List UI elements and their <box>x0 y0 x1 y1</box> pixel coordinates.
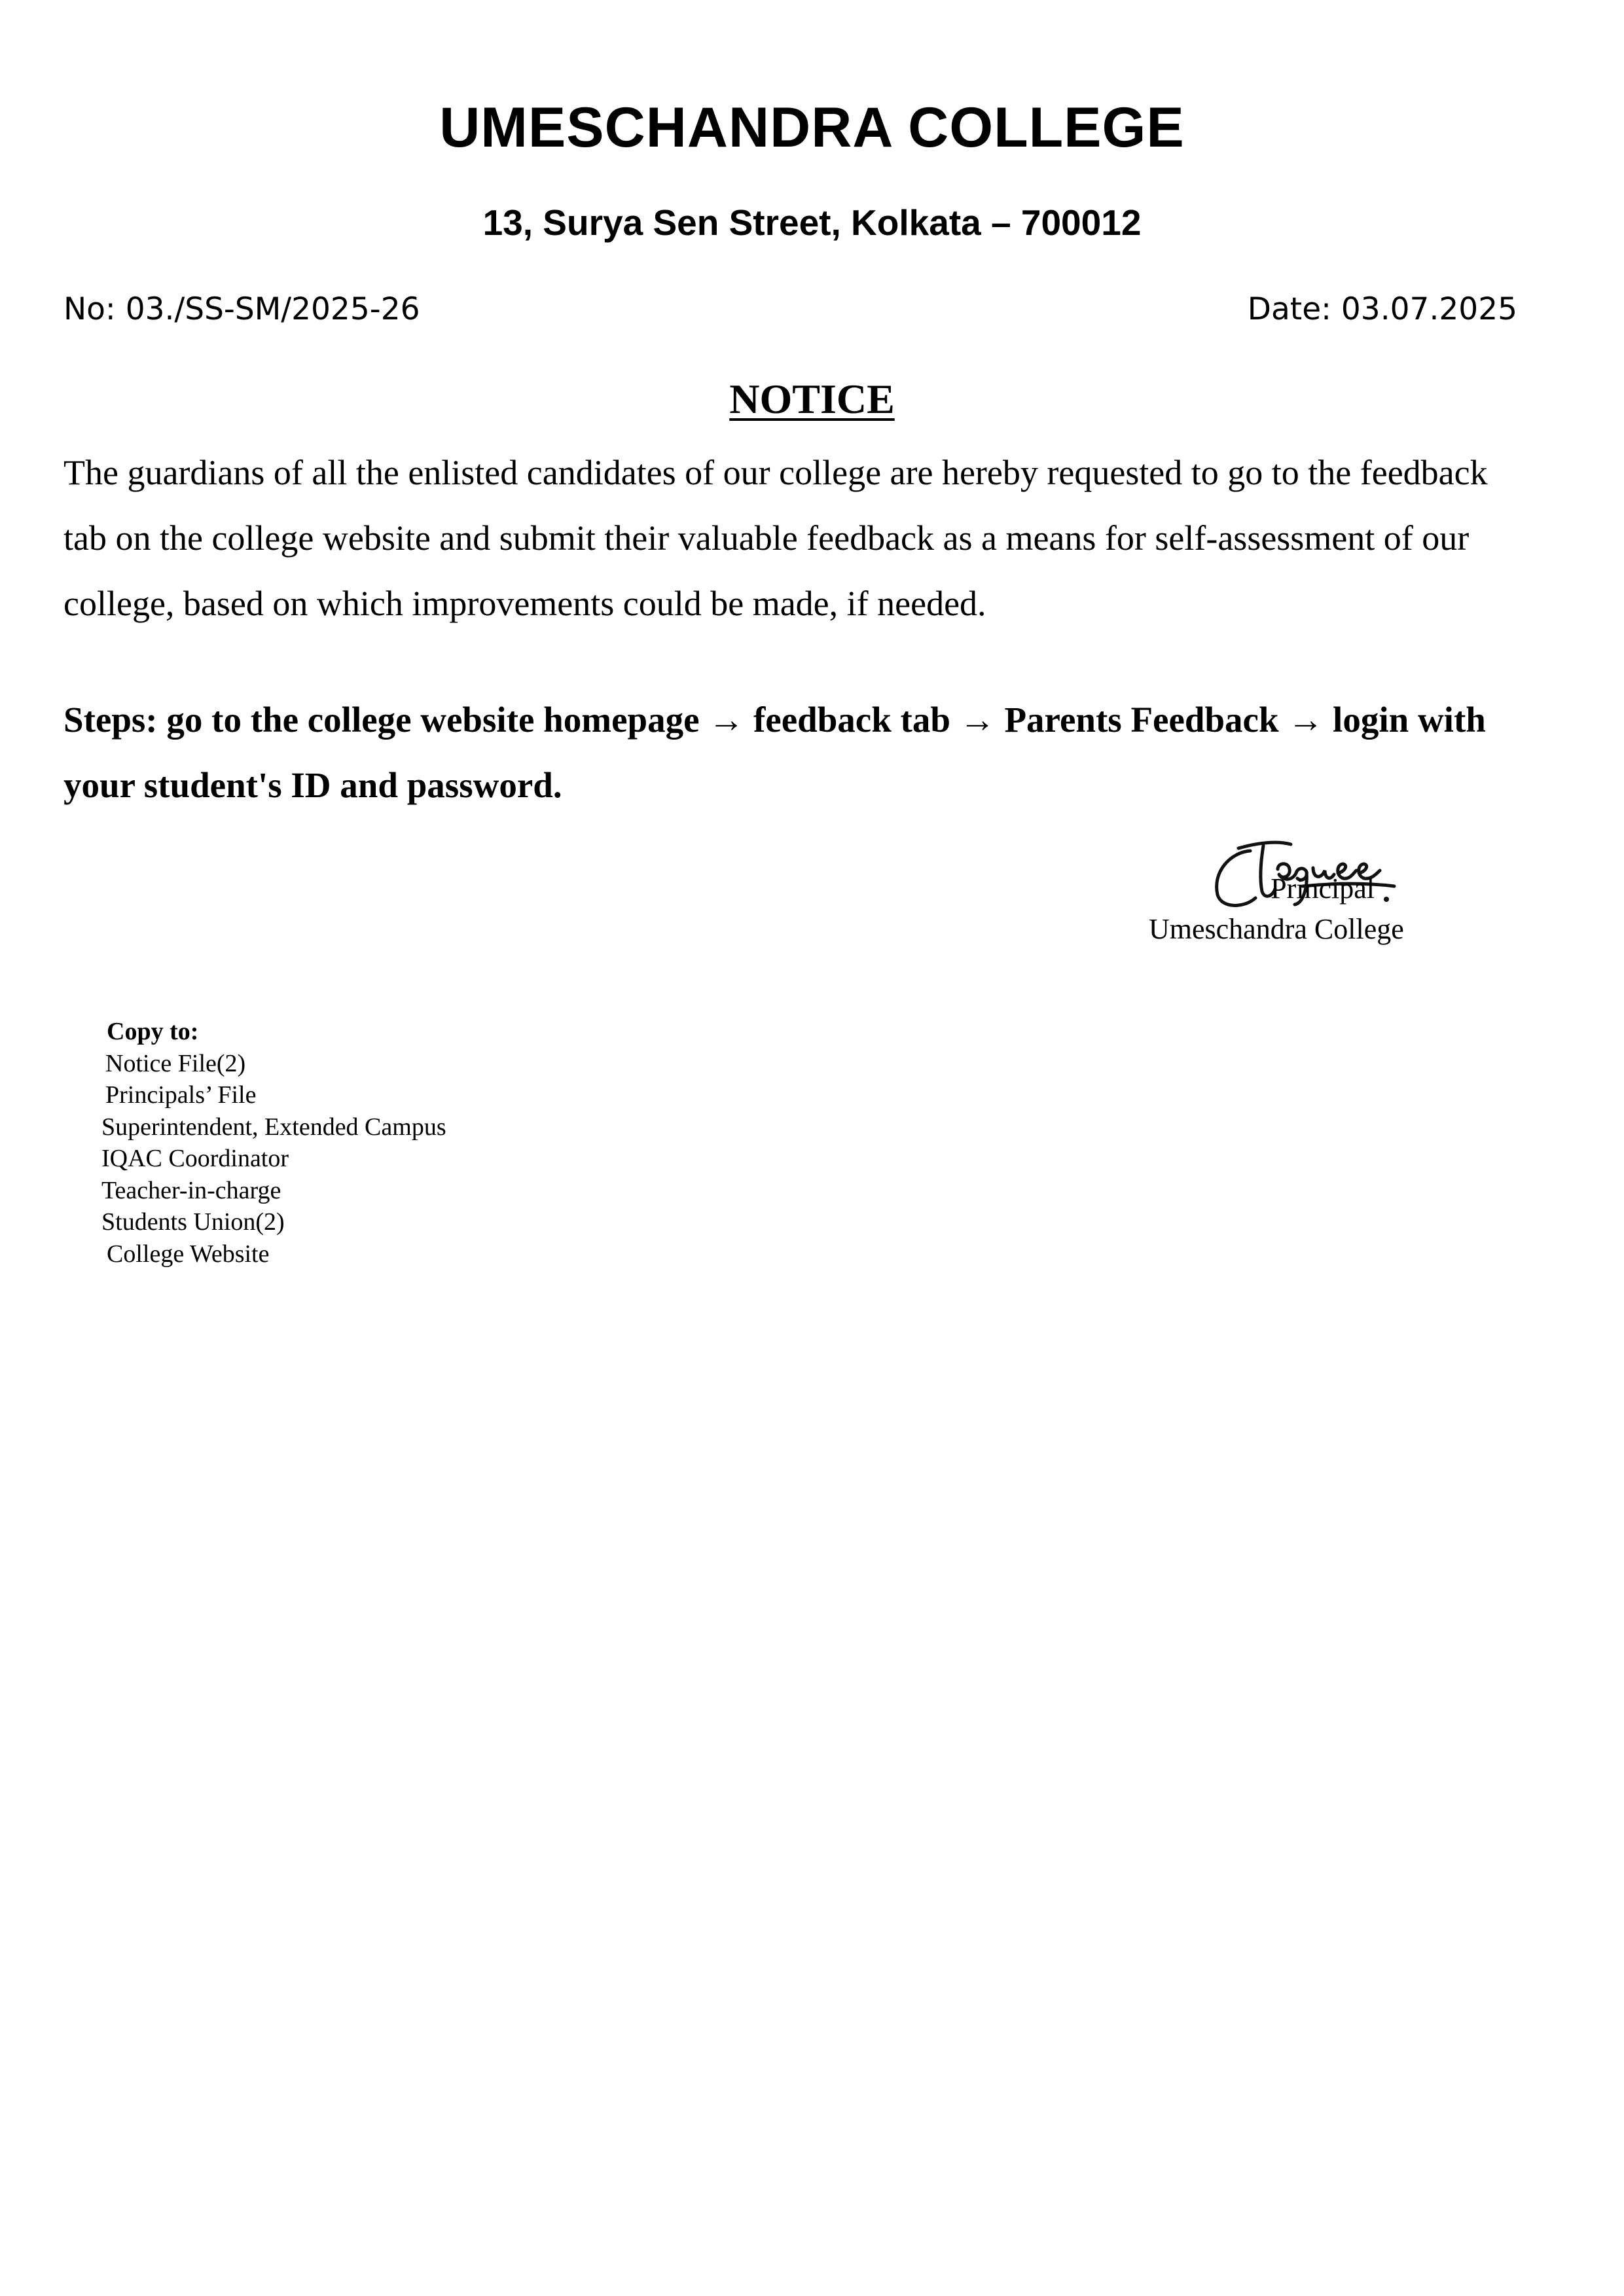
notice-date: Date: 03.07.2025 <box>1247 291 1517 327</box>
college-address: 13, Surya Sen Street, Kolkata – 700012 <box>482 202 1142 243</box>
copy-to-item: Students Union(2) <box>101 1208 285 1236</box>
copy-to-item: College Website <box>107 1240 270 1268</box>
copy-to-item: Teacher-in-charge <box>101 1176 281 1204</box>
reference-row <box>63 287 1517 332</box>
copy-to-list <box>101 1016 446 1270</box>
copy-to-heading: Copy to: <box>107 1018 199 1045</box>
notice-heading: NOTICE <box>729 376 895 422</box>
notice-body: The guardians of all the enlisted candidates of our college are hereby requested to go to the feedback tab on the college website and submit their valuable feedback as a means for self-assessment of our college, based on which improvements could be made, if needed. <box>63 453 1488 623</box>
copy-to-item: Superintendent, Extended Campus <box>101 1113 446 1141</box>
signatory-title: Principal <box>1271 872 1375 905</box>
notice-steps: Steps: go to the college website homepage → feedback tab → Parents Feedback → login with your student's ID and password. <box>63 700 1486 805</box>
copy-to-item: Principals’ File <box>105 1081 257 1109</box>
copy-to-item: IQAC Coordinator <box>101 1145 289 1172</box>
college-name: UMESCHANDRA COLLEGE <box>439 96 1185 159</box>
reference-number: No: 03./SS-SM/2025-26 <box>63 291 420 327</box>
signatory-institution: Umeschandra College <box>1149 913 1404 945</box>
copy-to-item: Notice File(2) <box>105 1049 246 1077</box>
